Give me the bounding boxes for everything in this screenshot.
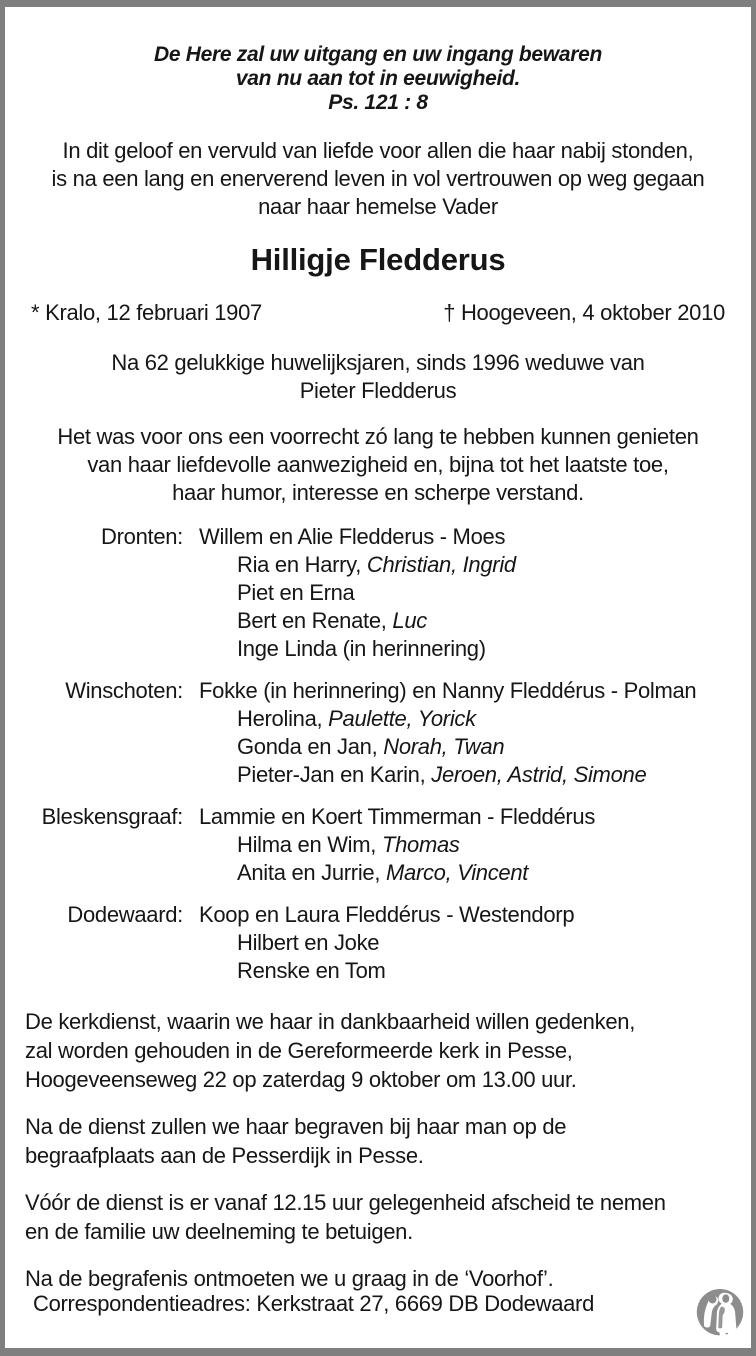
birth-death-dates [25, 299, 731, 327]
death-date: † Hoogeveen, 4 oktober 2010 [443, 300, 725, 325]
intro-line: is na een lang en enerverend leven in vol vertrouwen op weg gegaan [51, 166, 705, 191]
grandchildren-names: Jeroen, Astrid, Simone [431, 762, 647, 787]
marriage-line: Na 62 gelukkige huwelijksjaren, sinds 1996 weduwe van [111, 350, 645, 375]
marriage-line: Pieter Fledderus [299, 378, 457, 403]
intro-line: In dit geloof en vervuld van liefde voor allen die haar nabij stonden, [62, 138, 694, 163]
marriage-note [25, 349, 731, 405]
family-member: Lammie en Koert Timmerman - Fleddérus [199, 804, 596, 829]
birth-date: * Kralo, 12 februari 1907 [31, 300, 262, 325]
correspondence-address: Correspondentieadres: Kerkstraat 27, 6669 DB Dodewaard [33, 1291, 595, 1316]
family-member: Koop en Laura Fleddérus - Westendorp [199, 902, 575, 927]
family-place: Winschoten: [65, 678, 183, 703]
grandchildren-names: Paulette, Yorick [328, 706, 476, 731]
scripture-line: De Here zal uw uitgang en uw ingang bewaren [153, 43, 602, 66]
farewell-paragraph: Vóór de dienst is er vanaf 12.15 uur gelegenheid afscheid te nemen en de familie uw deelneming te betuigen. [25, 1190, 666, 1244]
church-service-paragraph: De kerkdienst, waarin we haar in dankbaarheid willen gedenken, zal worden gehouden in de Gereformeerde kerk in Pesse, Hoogeveenseweg 22 op zaterdag 9 oktober om 13.00 uur. [25, 1009, 636, 1092]
family-member: Inge Linda (in herinnering) [237, 636, 486, 661]
family-group-bleskensgraaf [25, 803, 731, 887]
family-place: Dodewaard: [67, 902, 183, 927]
scripture-quote [25, 43, 731, 115]
family-member: Bert en Renate, Luc [237, 608, 427, 633]
family-member: Willem en Alie Fledderus - Moes [199, 524, 506, 549]
family-group-dronten [25, 523, 731, 663]
family-members [199, 901, 731, 985]
reception-paragraph: Na de begrafenis ontmoeten we u graag in de ‘Voorhof’. [25, 1266, 554, 1291]
tribute-line: van haar liefdevolle aanwezigheid en, bijna tot het laatste toe, [87, 452, 669, 477]
family-member: Renske en Tom [237, 958, 386, 983]
family-member: Anita en Jurrie, Marco, Vincent [237, 860, 529, 885]
tribute-line: haar humor, interesse en scherpe verstand. [172, 480, 584, 505]
embracing-figures-logo-icon [695, 1288, 745, 1346]
grandchildren-names: Thomas [381, 832, 460, 857]
grandchildren-names: Luc [392, 608, 427, 633]
family-place: Dronten: [101, 524, 183, 549]
family-members [199, 523, 731, 663]
service-information [25, 1007, 731, 1293]
tribute-paragraph [25, 423, 731, 507]
grandchildren-names: Norah, Twan [383, 734, 505, 759]
family-group-winschoten [25, 677, 731, 789]
family-group-dodewaard [25, 901, 731, 985]
intro-paragraph [25, 137, 731, 221]
family-members [199, 803, 731, 887]
scripture-reference: Ps. 121 : 8 [328, 91, 428, 114]
family-member: Ria en Harry, Christian, Ingrid [237, 552, 516, 577]
family-place: Bleskensgraaf: [41, 804, 183, 829]
family-members [199, 677, 731, 789]
family-member: Piet en Erna [237, 580, 355, 605]
family-member: Herolina, Paulette, Yorick [237, 706, 476, 731]
family-member: Gonda en Jan, Norah, Twan [237, 734, 505, 759]
deceased-name: Hilligje Fledderus [250, 242, 506, 277]
grandchildren-names: Marco, Vincent [385, 860, 529, 885]
grandchildren-names: Christian, Ingrid [366, 552, 516, 577]
family-list [25, 523, 731, 985]
family-member: Fokke (in herinnering) en Nanny Fleddérus - Polman [199, 678, 697, 703]
tribute-line: Het was voor ons een voorrecht zó lang te hebben kunnen genieten [57, 424, 699, 449]
family-member: Hilma en Wim, Thomas [237, 832, 460, 857]
scripture-line: van nu aan tot in eeuwigheid. [235, 67, 521, 90]
intro-line: naar haar hemelse Vader [258, 194, 498, 219]
burial-paragraph: Na de dienst zullen we haar begraven bij haar man op de begraafplaats aan de Pesserdijk in Pesse. [25, 1114, 567, 1168]
family-member: Pieter-Jan en Karin, Jeroen, Astrid, Simone [237, 762, 647, 787]
family-member: Hilbert en Joke [237, 930, 380, 955]
